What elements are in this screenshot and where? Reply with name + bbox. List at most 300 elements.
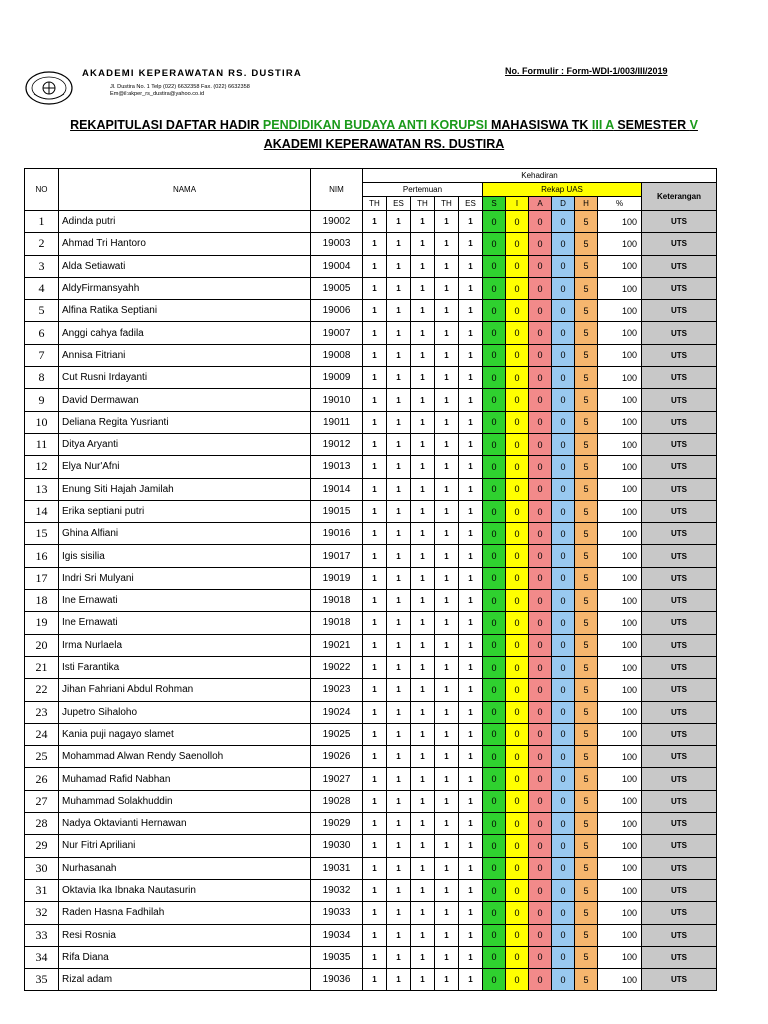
keterangan-cell: UTS — [642, 857, 717, 879]
course-name: PENDIDIKAN BUDAYA ANTI KORUPSI — [262, 118, 488, 132]
rekap-izin: 0 — [506, 211, 529, 233]
pertemuan-cell: 1 — [459, 344, 483, 366]
student-nim: 19025 — [311, 723, 363, 745]
header-nim: NIM — [311, 169, 363, 211]
rekap-hadir: 5 — [575, 545, 598, 567]
rekap-hadir: 5 — [575, 835, 598, 857]
student-name: Ahmad Tri Hantoro — [59, 233, 311, 255]
attendance-percent: 100 — [598, 433, 642, 455]
rekap-d: 0 — [552, 924, 575, 946]
pertemuan-cell: 1 — [387, 723, 411, 745]
rekap-hadir: 5 — [575, 367, 598, 389]
keterangan-cell: UTS — [642, 790, 717, 812]
keterangan-cell: UTS — [642, 612, 717, 634]
rekap-izin: 0 — [506, 969, 529, 991]
pertemuan-cell: 1 — [435, 478, 459, 500]
attendance-percent: 100 — [598, 701, 642, 723]
attendance-percent: 100 — [598, 233, 642, 255]
pertemuan-cell: 1 — [411, 879, 435, 901]
rekap-sakit: 0 — [483, 300, 506, 322]
rekap-sakit: 0 — [483, 567, 506, 589]
row-number: 20 — [25, 634, 59, 656]
pertemuan-cell: 1 — [459, 969, 483, 991]
rekap-hadir: 5 — [575, 768, 598, 790]
table-row — [25, 255, 717, 277]
pertemuan-cell: 1 — [387, 300, 411, 322]
header-pertemuan-col: TH — [363, 197, 387, 211]
rekap-sakit: 0 — [483, 478, 506, 500]
pertemuan-cell: 1 — [363, 367, 387, 389]
pertemuan-cell: 1 — [435, 277, 459, 299]
attendance-percent: 100 — [598, 500, 642, 522]
student-name: Erika septiani putri — [59, 500, 311, 522]
row-number: 23 — [25, 701, 59, 723]
pertemuan-cell: 1 — [459, 478, 483, 500]
pertemuan-cell: 1 — [435, 233, 459, 255]
rekap-alpa: 0 — [529, 723, 552, 745]
header-izin: I — [506, 197, 529, 211]
pertemuan-cell: 1 — [459, 567, 483, 589]
rekap-sakit: 0 — [483, 723, 506, 745]
pertemuan-cell: 1 — [363, 567, 387, 589]
pertemuan-cell: 1 — [363, 277, 387, 299]
rekap-alpa: 0 — [529, 902, 552, 924]
pertemuan-cell: 1 — [459, 367, 483, 389]
pertemuan-cell: 1 — [387, 456, 411, 478]
pertemuan-cell: 1 — [363, 813, 387, 835]
pertemuan-cell: 1 — [411, 567, 435, 589]
pertemuan-cell: 1 — [387, 679, 411, 701]
keterangan-cell: UTS — [642, 590, 717, 612]
row-number: 6 — [25, 322, 59, 344]
pertemuan-cell: 1 — [411, 456, 435, 478]
rekap-d: 0 — [552, 389, 575, 411]
rekap-izin: 0 — [506, 946, 529, 968]
rekap-alpa: 0 — [529, 590, 552, 612]
rekap-izin: 0 — [506, 612, 529, 634]
pertemuan-cell: 1 — [363, 902, 387, 924]
pertemuan-cell: 1 — [411, 478, 435, 500]
table-row — [25, 679, 717, 701]
student-nim: 19035 — [311, 946, 363, 968]
class-level: III A — [591, 118, 614, 132]
student-nim: 19005 — [311, 277, 363, 299]
rekap-izin: 0 — [506, 790, 529, 812]
student-nim: 19021 — [311, 634, 363, 656]
keterangan-cell: UTS — [642, 946, 717, 968]
rekap-d: 0 — [552, 233, 575, 255]
student-nim: 19036 — [311, 969, 363, 991]
row-number: 11 — [25, 433, 59, 455]
attendance-percent: 100 — [598, 924, 642, 946]
rekap-sakit: 0 — [483, 857, 506, 879]
attendance-percent: 100 — [598, 277, 642, 299]
pertemuan-cell: 1 — [435, 969, 459, 991]
student-name: Resi Rosnia — [59, 924, 311, 946]
pertemuan-cell: 1 — [387, 924, 411, 946]
rekap-sakit: 0 — [483, 411, 506, 433]
student-nim: 19033 — [311, 902, 363, 924]
table-row — [25, 500, 717, 522]
pertemuan-cell: 1 — [363, 456, 387, 478]
pertemuan-cell: 1 — [435, 924, 459, 946]
student-name: Nurhasanah — [59, 857, 311, 879]
rekap-hadir: 5 — [575, 567, 598, 589]
pertemuan-cell: 1 — [459, 879, 483, 901]
rekap-hadir: 5 — [575, 969, 598, 991]
rekap-d: 0 — [552, 902, 575, 924]
header-alpa: A — [529, 197, 552, 211]
keterangan-cell: UTS — [642, 411, 717, 433]
pertemuan-cell: 1 — [435, 679, 459, 701]
header-kehadiran: Kehadiran — [363, 169, 717, 183]
table-row — [25, 768, 717, 790]
attendance-percent: 100 — [598, 634, 642, 656]
rekap-izin: 0 — [506, 500, 529, 522]
student-name: Elya Nur'Afni — [59, 456, 311, 478]
rekap-sakit: 0 — [483, 500, 506, 522]
rekap-d: 0 — [552, 790, 575, 812]
rekap-sakit: 0 — [483, 790, 506, 812]
pertemuan-cell: 1 — [387, 590, 411, 612]
row-number: 28 — [25, 813, 59, 835]
pertemuan-cell: 1 — [411, 411, 435, 433]
student-nim: 19015 — [311, 500, 363, 522]
rekap-hadir: 5 — [575, 433, 598, 455]
pertemuan-cell: 1 — [411, 656, 435, 678]
semester-number: V — [689, 118, 698, 132]
student-name: Irma Nurlaela — [59, 634, 311, 656]
rekap-izin: 0 — [506, 679, 529, 701]
rekap-hadir: 5 — [575, 723, 598, 745]
pertemuan-cell: 1 — [411, 857, 435, 879]
header-pertemuan-col: TH — [435, 197, 459, 211]
rekap-sakit: 0 — [483, 746, 506, 768]
rekap-d: 0 — [552, 367, 575, 389]
pertemuan-cell: 1 — [435, 389, 459, 411]
row-number: 30 — [25, 857, 59, 879]
rekap-sakit: 0 — [483, 813, 506, 835]
rekap-izin: 0 — [506, 344, 529, 366]
student-name: Deliana Regita Yusrianti — [59, 411, 311, 433]
header-pertemuan: Pertemuan — [363, 183, 483, 197]
pertemuan-cell: 1 — [411, 300, 435, 322]
rekap-sakit: 0 — [483, 634, 506, 656]
pertemuan-cell: 1 — [363, 322, 387, 344]
table-row — [25, 835, 717, 857]
pertemuan-cell: 1 — [435, 523, 459, 545]
table-row — [25, 590, 717, 612]
rekap-sakit: 0 — [483, 456, 506, 478]
attendance-percent: 100 — [598, 456, 642, 478]
row-number: 9 — [25, 389, 59, 411]
keterangan-cell: UTS — [642, 969, 717, 991]
rekap-hadir: 5 — [575, 300, 598, 322]
keterangan-cell: UTS — [642, 835, 717, 857]
table-row — [25, 411, 717, 433]
rekap-hadir: 5 — [575, 612, 598, 634]
pertemuan-cell: 1 — [387, 322, 411, 344]
pertemuan-cell: 1 — [435, 590, 459, 612]
rekap-sakit: 0 — [483, 612, 506, 634]
row-number: 10 — [25, 411, 59, 433]
keterangan-cell: UTS — [642, 277, 717, 299]
rekap-d: 0 — [552, 879, 575, 901]
header-pertemuan-col: ES — [387, 197, 411, 211]
rekap-sakit: 0 — [483, 433, 506, 455]
keterangan-cell: UTS — [642, 879, 717, 901]
rekap-alpa: 0 — [529, 545, 552, 567]
rekap-d: 0 — [552, 701, 575, 723]
rekap-izin: 0 — [506, 478, 529, 500]
student-nim: 19009 — [311, 367, 363, 389]
rekap-d: 0 — [552, 300, 575, 322]
rekap-hadir: 5 — [575, 902, 598, 924]
pertemuan-cell: 1 — [411, 946, 435, 968]
rekap-sakit: 0 — [483, 679, 506, 701]
attendance-percent: 100 — [598, 545, 642, 567]
pertemuan-cell: 1 — [459, 456, 483, 478]
table-row — [25, 389, 717, 411]
pertemuan-cell: 1 — [363, 768, 387, 790]
pertemuan-cell: 1 — [435, 701, 459, 723]
header-sakit: S — [483, 197, 506, 211]
rekap-sakit: 0 — [483, 389, 506, 411]
pertemuan-cell: 1 — [363, 478, 387, 500]
rekap-alpa: 0 — [529, 478, 552, 500]
pertemuan-cell: 1 — [435, 367, 459, 389]
rekap-alpa: 0 — [529, 656, 552, 678]
keterangan-cell: UTS — [642, 768, 717, 790]
attendance-percent: 100 — [598, 835, 642, 857]
document-title — [0, 118, 768, 132]
title-text: SEMESTER — [613, 118, 690, 132]
form-number: No. Formulir : Form-WDI-1/003/III/2019 — [505, 66, 668, 76]
table-row — [25, 790, 717, 812]
student-name: Rifa Diana — [59, 946, 311, 968]
rekap-hadir: 5 — [575, 746, 598, 768]
rekap-alpa: 0 — [529, 367, 552, 389]
rekap-alpa: 0 — [529, 389, 552, 411]
pertemuan-cell: 1 — [411, 723, 435, 745]
student-name: Ine Ernawati — [59, 590, 311, 612]
pertemuan-cell: 1 — [459, 768, 483, 790]
rekap-d: 0 — [552, 456, 575, 478]
student-nim: 19029 — [311, 813, 363, 835]
student-name: Alfina Ratika Septiani — [59, 300, 311, 322]
rekap-sakit: 0 — [483, 768, 506, 790]
row-number: 17 — [25, 567, 59, 589]
rekap-hadir: 5 — [575, 344, 598, 366]
pertemuan-cell: 1 — [363, 790, 387, 812]
student-nim: 19014 — [311, 478, 363, 500]
attendance-percent: 100 — [598, 300, 642, 322]
header-d: D — [552, 197, 575, 211]
keterangan-cell: UTS — [642, 255, 717, 277]
title-text: REKAPITULASI DAFTAR HADIR — [70, 118, 263, 132]
pertemuan-cell: 1 — [435, 746, 459, 768]
rekap-sakit: 0 — [483, 367, 506, 389]
rekap-hadir: 5 — [575, 946, 598, 968]
keterangan-cell: UTS — [642, 567, 717, 589]
rekap-d: 0 — [552, 813, 575, 835]
pertemuan-cell: 1 — [459, 813, 483, 835]
pertemuan-cell: 1 — [411, 590, 435, 612]
pertemuan-cell: 1 — [435, 879, 459, 901]
pertemuan-cell: 1 — [459, 701, 483, 723]
table-row — [25, 567, 717, 589]
student-nim: 19017 — [311, 545, 363, 567]
student-nim: 19026 — [311, 746, 363, 768]
rekap-sakit: 0 — [483, 946, 506, 968]
keterangan-cell: UTS — [642, 233, 717, 255]
pertemuan-cell: 1 — [363, 612, 387, 634]
rekap-alpa: 0 — [529, 768, 552, 790]
rekap-alpa: 0 — [529, 790, 552, 812]
rekap-hadir: 5 — [575, 879, 598, 901]
pertemuan-cell: 1 — [363, 746, 387, 768]
institution-logo-icon — [24, 70, 74, 106]
institution-name: AKADEMI KEPERAWATAN RS. DUSTIRA — [82, 68, 302, 79]
rekap-izin: 0 — [506, 879, 529, 901]
pertemuan-cell: 1 — [411, 255, 435, 277]
row-number: 34 — [25, 946, 59, 968]
attendance-percent: 100 — [598, 656, 642, 678]
rekap-izin: 0 — [506, 233, 529, 255]
attendance-percent: 100 — [598, 367, 642, 389]
student-nim: 19012 — [311, 433, 363, 455]
pertemuan-cell: 1 — [435, 835, 459, 857]
keterangan-cell: UTS — [642, 701, 717, 723]
attendance-percent: 100 — [598, 344, 642, 366]
rekap-izin: 0 — [506, 723, 529, 745]
table-row — [25, 701, 717, 723]
student-name: Ditya Aryanti — [59, 433, 311, 455]
table-row — [25, 746, 717, 768]
rekap-sakit: 0 — [483, 879, 506, 901]
table-row — [25, 634, 717, 656]
keterangan-cell: UTS — [642, 924, 717, 946]
pertemuan-cell: 1 — [435, 902, 459, 924]
rekap-sakit: 0 — [483, 523, 506, 545]
rekap-d: 0 — [552, 835, 575, 857]
pertemuan-cell: 1 — [387, 478, 411, 500]
rekap-sakit: 0 — [483, 344, 506, 366]
table-row — [25, 211, 717, 233]
pertemuan-cell: 1 — [363, 656, 387, 678]
rekap-izin: 0 — [506, 545, 529, 567]
document-header — [0, 0, 768, 160]
rekap-hadir: 5 — [575, 634, 598, 656]
rekap-izin: 0 — [506, 656, 529, 678]
rekap-izin: 0 — [506, 433, 529, 455]
pertemuan-cell: 1 — [387, 367, 411, 389]
rekap-d: 0 — [552, 612, 575, 634]
keterangan-cell: UTS — [642, 322, 717, 344]
pertemuan-cell: 1 — [459, 679, 483, 701]
pertemuan-cell: 1 — [363, 701, 387, 723]
pertemuan-cell: 1 — [459, 612, 483, 634]
pertemuan-cell: 1 — [363, 211, 387, 233]
rekap-alpa: 0 — [529, 879, 552, 901]
pertemuan-cell: 1 — [459, 389, 483, 411]
pertemuan-cell: 1 — [459, 545, 483, 567]
attendance-percent: 100 — [598, 902, 642, 924]
pertemuan-cell: 1 — [411, 389, 435, 411]
pertemuan-cell: 1 — [411, 500, 435, 522]
pertemuan-cell: 1 — [411, 701, 435, 723]
header-hadir: H — [575, 197, 598, 211]
pertemuan-cell: 1 — [387, 634, 411, 656]
pertemuan-cell: 1 — [459, 946, 483, 968]
pertemuan-cell: 1 — [387, 969, 411, 991]
pertemuan-cell: 1 — [435, 857, 459, 879]
pertemuan-cell: 1 — [363, 723, 387, 745]
rekap-hadir: 5 — [575, 478, 598, 500]
pertemuan-cell: 1 — [459, 835, 483, 857]
student-nim: 19004 — [311, 255, 363, 277]
document-subtitle: AKADEMI KEPERAWATAN RS. DUSTIRA — [263, 137, 505, 151]
rekap-hadir: 5 — [575, 523, 598, 545]
student-name: Raden Hasna Fadhilah — [59, 902, 311, 924]
rekap-izin: 0 — [506, 322, 529, 344]
pertemuan-cell: 1 — [435, 813, 459, 835]
pertemuan-cell: 1 — [435, 612, 459, 634]
row-number: 18 — [25, 590, 59, 612]
pertemuan-cell: 1 — [387, 835, 411, 857]
pertemuan-cell: 1 — [411, 768, 435, 790]
rekap-d: 0 — [552, 679, 575, 701]
row-number: 32 — [25, 902, 59, 924]
student-name: Ine Ernawati — [59, 612, 311, 634]
attendance-percent: 100 — [598, 857, 642, 879]
rekap-alpa: 0 — [529, 233, 552, 255]
student-name: Indri Sri Mulyani — [59, 567, 311, 589]
student-name: Annisa Fitriani — [59, 344, 311, 366]
pertemuan-cell: 1 — [387, 768, 411, 790]
rekap-sakit: 0 — [483, 233, 506, 255]
rekap-alpa: 0 — [529, 612, 552, 634]
pertemuan-cell: 1 — [363, 879, 387, 901]
table-row — [25, 344, 717, 366]
keterangan-cell: UTS — [642, 634, 717, 656]
pertemuan-cell: 1 — [363, 411, 387, 433]
pertemuan-cell: 1 — [459, 634, 483, 656]
keterangan-cell: UTS — [642, 523, 717, 545]
pertemuan-cell: 1 — [387, 567, 411, 589]
rekap-d: 0 — [552, 322, 575, 344]
row-number: 4 — [25, 277, 59, 299]
institution-address — [110, 84, 250, 98]
table-row — [25, 924, 717, 946]
student-name: Kania puji nagayo slamet — [59, 723, 311, 745]
student-name: Jihan Fahriani Abdul Rohman — [59, 679, 311, 701]
rekap-d: 0 — [552, 478, 575, 500]
pertemuan-cell: 1 — [411, 969, 435, 991]
student-nim: 19024 — [311, 701, 363, 723]
pertemuan-cell: 1 — [435, 300, 459, 322]
keterangan-cell: UTS — [642, 545, 717, 567]
rekap-hadir: 5 — [575, 679, 598, 701]
pertemuan-cell: 1 — [387, 211, 411, 233]
pertemuan-cell: 1 — [411, 813, 435, 835]
pertemuan-cell: 1 — [387, 902, 411, 924]
keterangan-cell: UTS — [642, 367, 717, 389]
table-row — [25, 523, 717, 545]
table-row — [25, 723, 717, 745]
row-number: 2 — [25, 233, 59, 255]
student-nim: 19030 — [311, 835, 363, 857]
